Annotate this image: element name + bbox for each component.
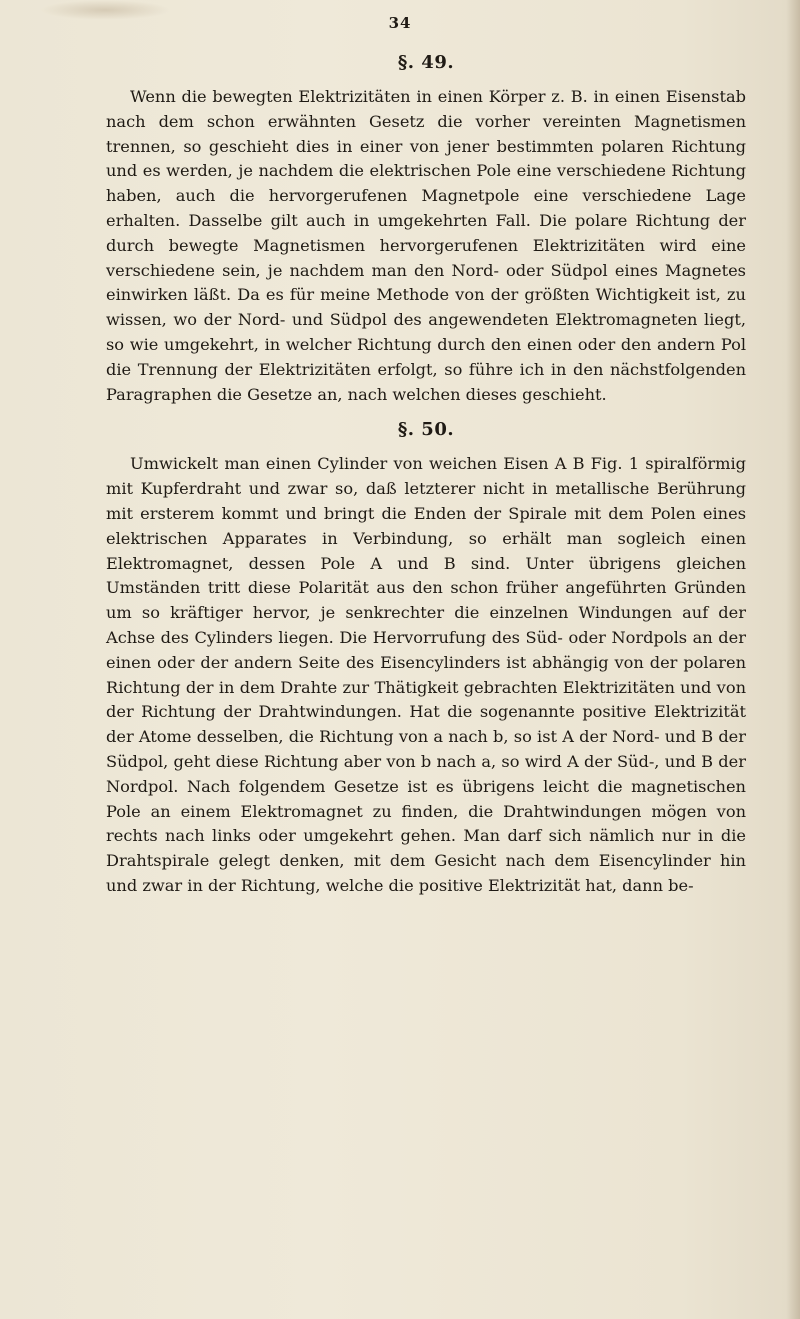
page-number: 34 <box>388 14 412 32</box>
section-49 <box>106 52 746 407</box>
section-heading: §. 50. <box>397 419 455 441</box>
page-edge-shadow <box>786 0 800 1319</box>
page-body <box>106 52 746 911</box>
section-paragraph: Wenn die bewegten Elektrizitäten in einen Körper z. B. in einen Eisenstab nach dem schon erwähnten Gesetz die vorher vereinten Magnetismen trennen, so geschieht dies in einer von jener bestimmten polaren Richtung und es werden, je nachdem die elektrischen Pole eine verschiedene Richtung haben, auch die hervorgerufenen Magnetpole eine verschiedene Lage erhalten. Dasselbe gilt auch in umgekehrten Fall. Die polare Richtung der durch bewegte Magnetismen hervorgerufenen Elektrizitäten wird eine verschiedene sein, je nachdem man den Nord- oder Südpol eines Magnetes einwirken läßt. Da es für meine Methode von der größten Wichtigkeit ist, zu wissen, wo der Nord- und Südpol des angewendeten Elektromagneten liegt, so wie umgekehrt, in welcher Richtung durch den einen oder den andern Pol die Trennung der Elektrizitäten erfolgt, so führe ich in den nächstfolgenden Paragraphen die Gesetze an, nach welchen dieses geschieht. <box>106 87 746 404</box>
section-heading: §. 49. <box>397 52 455 73</box>
section-50 <box>106 419 746 898</box>
section-paragraph: Umwickelt man einen Cylinder von weichen Eisen A B Fig. 1 spiralförmig mit Kupferdraht und zwar so, daß letzterer nicht in metallische Berührung mit ersterem kommt und bringt die Enden der Spirale mit dem Polen eines elektrischen Apparates in Verbindung, so erhält man sogleich einen Elektromagnet, dessen Pole A und B sind. Unter übrigens gleichen Umständen tritt diese Polarität aus den schon früher angeführten Gründen um so kräftiger hervor, je senkrechter die einzelnen Windungen auf der Achse des Cylinders liegen. Die Hervorrufung des Süd- oder Nordpols an der einen oder der andern Seite des Eisencylinders ist abhängig von der polaren Richtung der in dem Drahte zur Thätigkeit gebrachten Elektrizitäten und von der Richtung der Drahtwindungen. Hat die sogenannte positive Elektrizität der Atome desselben, die Richtung von a nach b, so ist A der Nord- und B der Südpol, geht diese Richtung aber von b nach a, so wird A der Süd-, und B der Nordpol. Nach folgendem Gesetze ist es übrigens leicht die magnetischen Pole an einem Elektromagnet zu finden, die Drahtwindungen mögen von rechts nach links oder umgekehrt gehen. Man darf sich nämlich nur in die Drahtspirale gelegt denken, mit dem Gesicht nach dem Eisencylinder hin und zwar in der Richtung, welche die positive Elektrizität hat, dann be- <box>106 454 746 895</box>
